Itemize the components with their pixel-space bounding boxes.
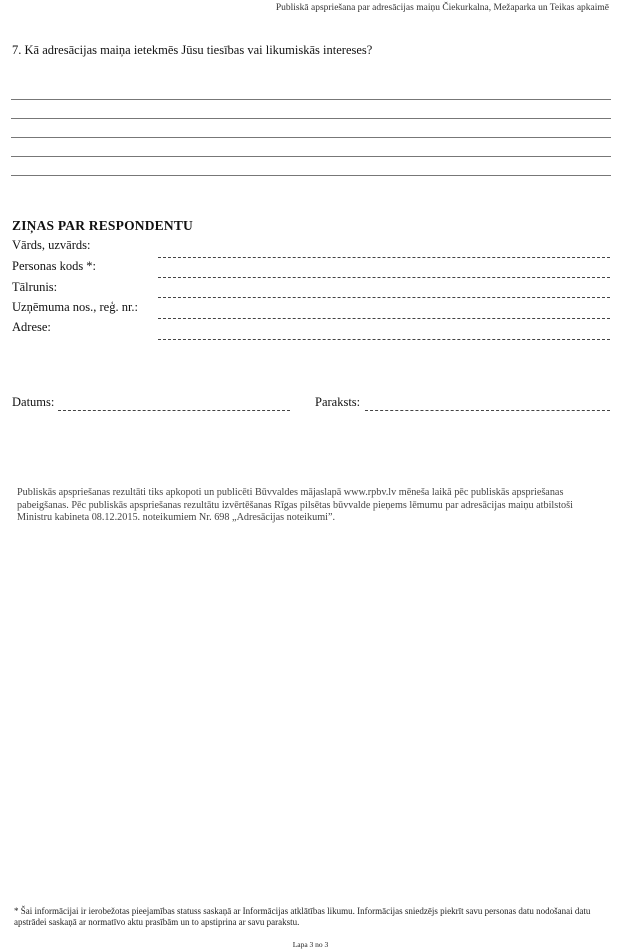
personal-code-input-line[interactable] <box>158 277 610 278</box>
signature-label: Paraksts: <box>315 395 361 409</box>
date-input-line[interactable] <box>58 410 290 411</box>
answer-line-4[interactable] <box>11 156 611 157</box>
question-7: 7. Kā adresācijas maiņa ietekmēs Jūsu tiesības vai likumiskās intereses? <box>12 43 373 57</box>
phone-label: Tālrunis: <box>12 280 58 294</box>
name-input-line[interactable] <box>158 257 610 258</box>
privacy-footnote: * Šai informācijai ir ierobežotas pieejamības statuss saskaņā ar Informācijas atklātības likumu. Informācijas sniedzējs piekrīt savu personas datu nodošanai datu apstrādei saskaņā ar normatīvo aktu prasībām un to apstiprina ar savu parakstu. <box>14 906 591 927</box>
company-input-line[interactable] <box>158 318 610 319</box>
answer-line-3[interactable] <box>11 137 611 138</box>
address-input-line[interactable] <box>158 339 610 340</box>
company-label: Uzņēmuma nos., reģ. nr.: <box>12 300 139 314</box>
respondent-section-title: ZIŅAS PAR RESPONDENTU <box>12 218 193 233</box>
personal-code-label: Personas kods *: <box>12 259 97 273</box>
address-label: Adrese: <box>12 320 51 334</box>
answer-line-5[interactable] <box>11 175 611 176</box>
phone-input-line[interactable] <box>158 297 610 298</box>
name-label: Vārds, uzvārds: <box>12 238 91 252</box>
publication-disclaimer: Publiskās apspriešanas rezultāti tiks apkopoti un publicēti Būvvaldes mājaslapā www.rpbv.lv mēneša laikā pēc publiskās apspriešanas pabeigšanas. Pēc publiskās apspriešanas rezultātu izvērtēšanas Rīgas pilsētas būvvalde pieņems lēmumu par adresācijas maiņu atbilstoši Ministru kabineta 08.12.2015. noteikumiem Nr. 698 „Adresācijas noteikumi”. <box>17 487 573 523</box>
running-header: Publiskā apspriešana par adresācijas maiņu Čiekurkalna, Mežaparka un Teikas apkaimē <box>275 3 609 13</box>
date-label: Datums: <box>12 395 55 409</box>
answer-line-2[interactable] <box>11 118 611 119</box>
answer-line-1[interactable] <box>11 99 611 100</box>
signature-input-line[interactable] <box>365 410 610 411</box>
page-number: Lapa 3 no 3 <box>292 940 329 949</box>
